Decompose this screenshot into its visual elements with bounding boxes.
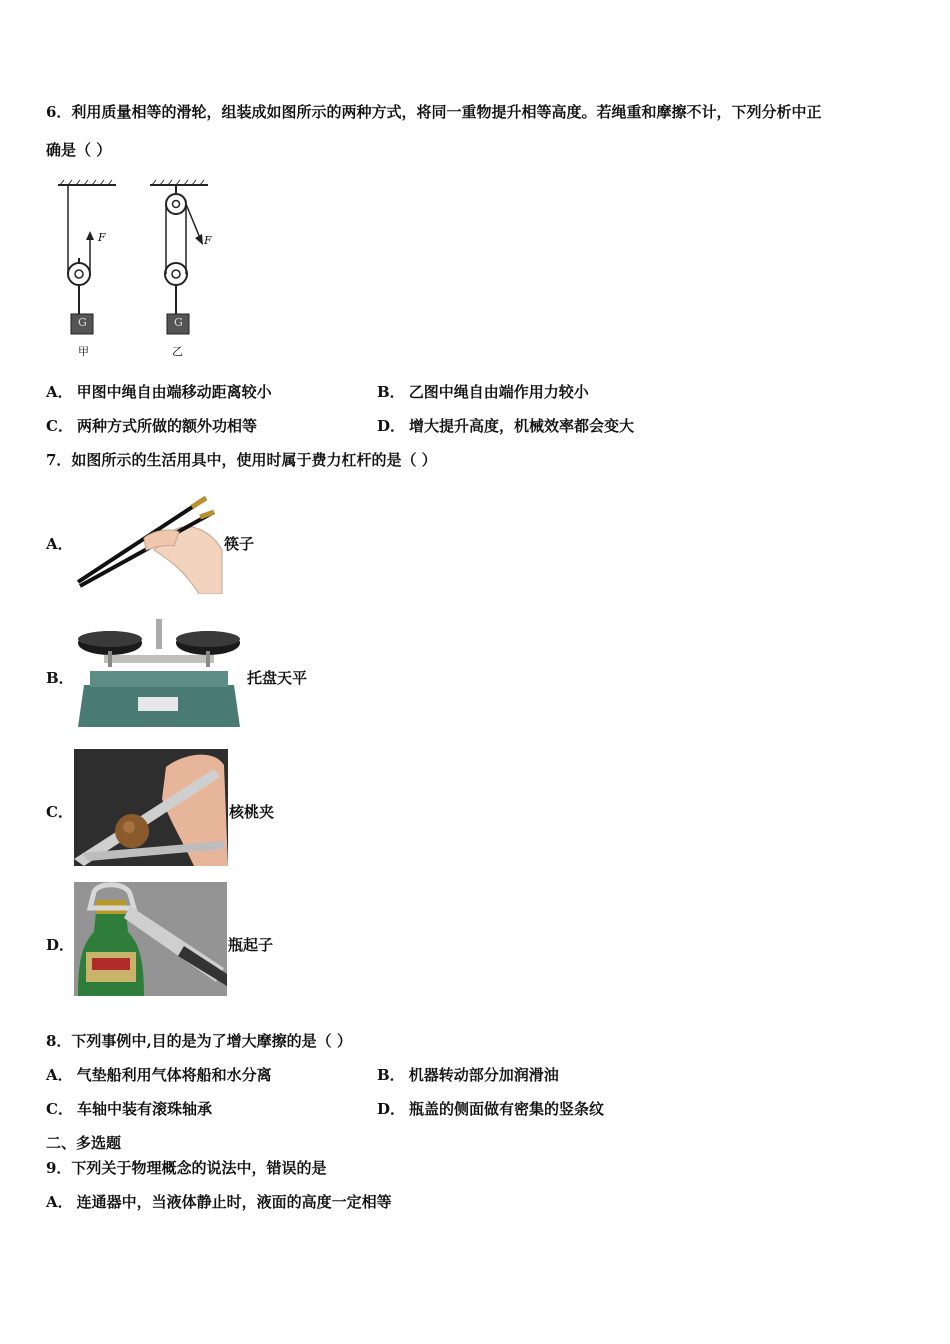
question-6-text: 6．利用质量相等的滑轮，组装成如图所示的两种方式，将同一重物提升相等高度。若绳重和摩擦不计，下列分析中正	[46, 103, 822, 121]
pulley-diagram-icon	[50, 176, 230, 366]
q8-option-b[interactable]	[377, 1065, 559, 1085]
q7-option-d-caption: 瓶起子	[228, 936, 274, 954]
option-text: 瓶盖的侧面做有密集的竖条纹	[409, 1100, 605, 1118]
option-text: 车轴中装有滚珠轴承	[76, 1100, 212, 1118]
figure-caption-left: 甲	[78, 345, 89, 358]
question-6-text-continued: 确是（ ）	[46, 141, 112, 159]
weight-label-left: G	[78, 316, 87, 329]
figure-caption-right: 乙	[172, 345, 183, 358]
question-8-text: 8．下列事例中,目的是为了增大摩擦的是（ ）	[46, 1032, 352, 1050]
option-text: 甲图中绳自由端移动距离较小	[76, 383, 272, 401]
question-9-text: 9．下列关于物理概念的说法中，错误的是	[46, 1159, 327, 1177]
q7-option-b-letter[interactable]: B．	[46, 669, 74, 687]
weight-label-right: G	[174, 316, 183, 329]
q7-option-d-letter[interactable]: D．	[46, 936, 75, 954]
option-text: 两种方式所做的额外功相等	[76, 417, 257, 435]
q6-option-b[interactable]	[377, 382, 589, 402]
q8-option-d[interactable]	[377, 1099, 604, 1119]
force-label-left: F	[98, 231, 106, 244]
option-letter: A．	[46, 1066, 73, 1084]
option-letter: A．	[46, 383, 73, 401]
nutcracker-icon	[74, 749, 228, 866]
pulley-figure	[50, 176, 230, 366]
q7-option-c-letter[interactable]: C．	[46, 803, 73, 821]
section-title: 二、多选题	[46, 1134, 122, 1152]
balance-scale-icon	[74, 615, 244, 733]
q9-option-a[interactable]	[46, 1192, 392, 1212]
option-letter: B．	[377, 1066, 405, 1084]
option-letter: C．	[46, 1100, 73, 1118]
option-text: 增大提升高度，机械效率都会变大	[409, 417, 635, 435]
q8-option-a[interactable]	[46, 1065, 272, 1085]
q6-option-d[interactable]	[377, 416, 634, 436]
option-letter: B．	[377, 383, 405, 401]
option-text: 气垫船利用气体将船和水分离	[76, 1066, 272, 1084]
option-text: 连通器中，当液体静止时，液面的高度一定相等	[76, 1193, 392, 1211]
chopsticks-icon	[74, 490, 224, 594]
option-letter: D．	[377, 1100, 406, 1118]
option-text: 机器转动部分加润滑油	[408, 1066, 559, 1084]
q8-option-c[interactable]	[46, 1099, 212, 1119]
option-letter: C．	[46, 417, 73, 435]
bottle-opener-icon	[74, 882, 227, 996]
option-letter: D．	[377, 417, 406, 435]
q7-option-a-caption: 筷子	[224, 535, 255, 553]
q7-option-b-caption: 托盘天平	[247, 669, 308, 687]
q6-option-a[interactable]	[46, 382, 272, 402]
q6-option-c[interactable]	[46, 416, 257, 436]
question-7-text: 7．如图所示的生活用具中，使用时属于费力杠杆的是（ ）	[46, 451, 437, 469]
q7-option-c-caption: 核桃夹	[229, 803, 275, 821]
force-label-right: F	[204, 234, 212, 247]
option-text: 乙图中绳自由端作用力较小	[408, 383, 589, 401]
q7-option-a-letter[interactable]: A．	[46, 535, 73, 553]
option-letter: A．	[46, 1193, 73, 1211]
